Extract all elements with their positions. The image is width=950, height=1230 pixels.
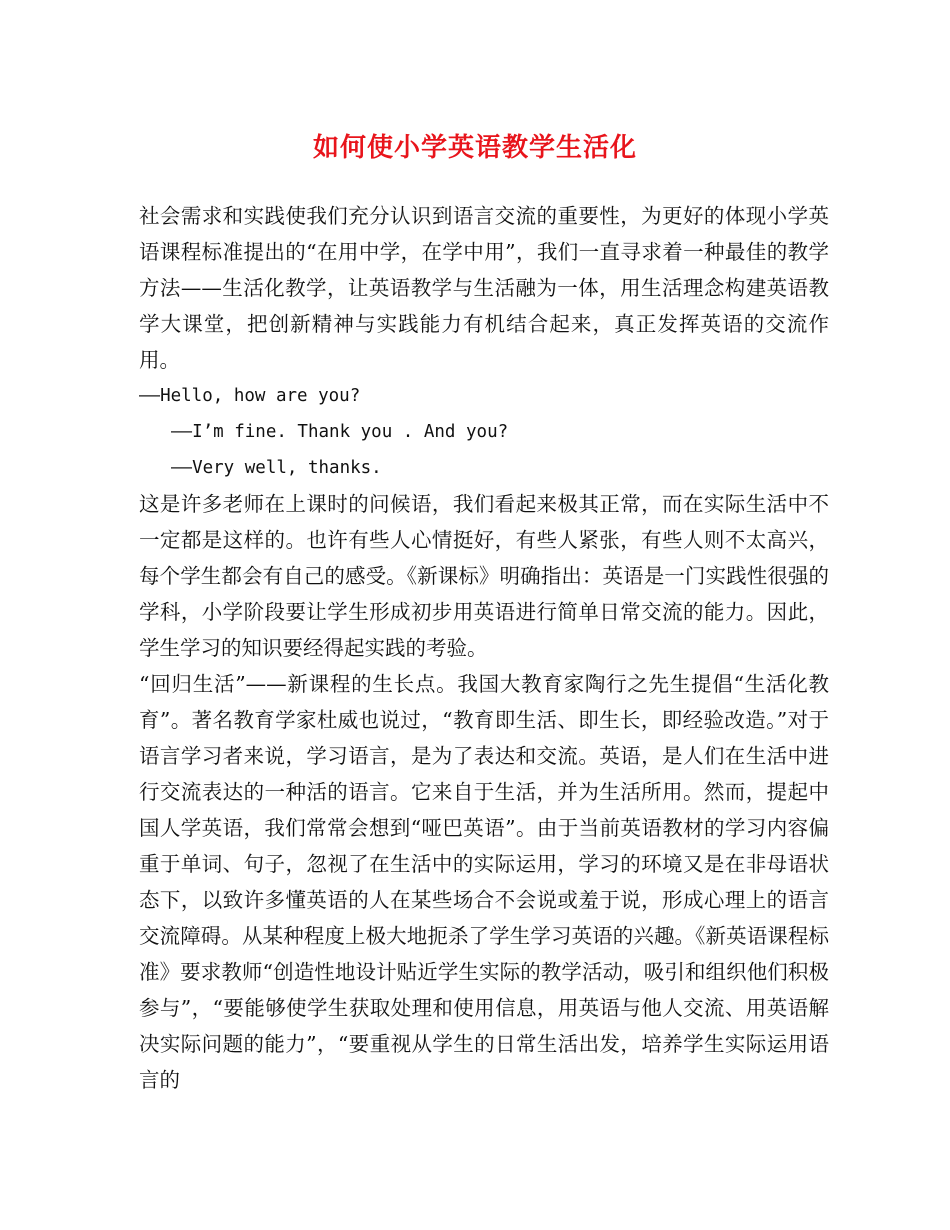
document-body — [139, 198, 829, 1098]
document-title: 如何使小学英语教学生活化 — [312, 133, 637, 163]
dialog-line-2: ——I’m fine. Thank you . And you? — [171, 422, 509, 442]
paragraph-greeting-analysis: 这是许多老师在上课时的问候语，我们看起来极其正常，而在实际生活中不一定都是这样的。也许有些人心情挺好，有些人紧张，有些人则不太高兴，每个学生都会有自己的感受。《新课标》明确指出：英语是一门实践性很强的学科，小学阶段要让学生形成初步用英语进行简单日常交流的能力。因此，学生学习的知识要经得起实践的考验。 — [139, 492, 829, 660]
dialog-line-3: ——Very well, thanks. — [171, 458, 382, 478]
intro-paragraph: 社会需求和实践使我们充分认识到语言交流的重要性，为更好的体现小学英语课程标准提出的“在用中学，在学中用”，我们一直寻求着一种最佳的教学方法——生活化教学，让英语教学与生活融为一体，用生活理念构建英语教学大课堂，把创新精神与实践能力有机结合起来，真正发挥英语的交流作用。 — [139, 204, 829, 372]
dialog-line-1: ——Hello, how are you? — [139, 386, 361, 406]
paragraph-return-to-life: “回归生活”——新课程的生长点。我国大教育家陶行之先生提倡“生活化教育”。著名教育学家杜威也说过，“教育即生活、即生长，即经验改造。”对于语言学习者来说，学习语言，是为了表达和交流。英语，是人们在生活中进行交流表达的一种活的语言。它来自于生活，并为生活所用。然而，提起中国人学英语，我们常常会想到“哑巴英语”。由于当前英语教材的学习内容偏重于单词、句子，忽视了在生活中的实际运用，学习的环境又是在非母语状态下，以致许多懂英语的人在某些场合不会说或羞于说，形成心理上的语言交流障碍。从某种程度上极大地扼杀了学生学习英语的兴趣。《新英语课程标准》要求教师“创造性地设计贴近学生实际的教学活动，吸引和组织他们积极参与”，“要能够使学生获取处理和使用信息，用英语与他人交流、用英语解决实际问题的能力”，“要重视从学生的日常生活出发，培养学生实际运用语言的 — [139, 672, 829, 1092]
